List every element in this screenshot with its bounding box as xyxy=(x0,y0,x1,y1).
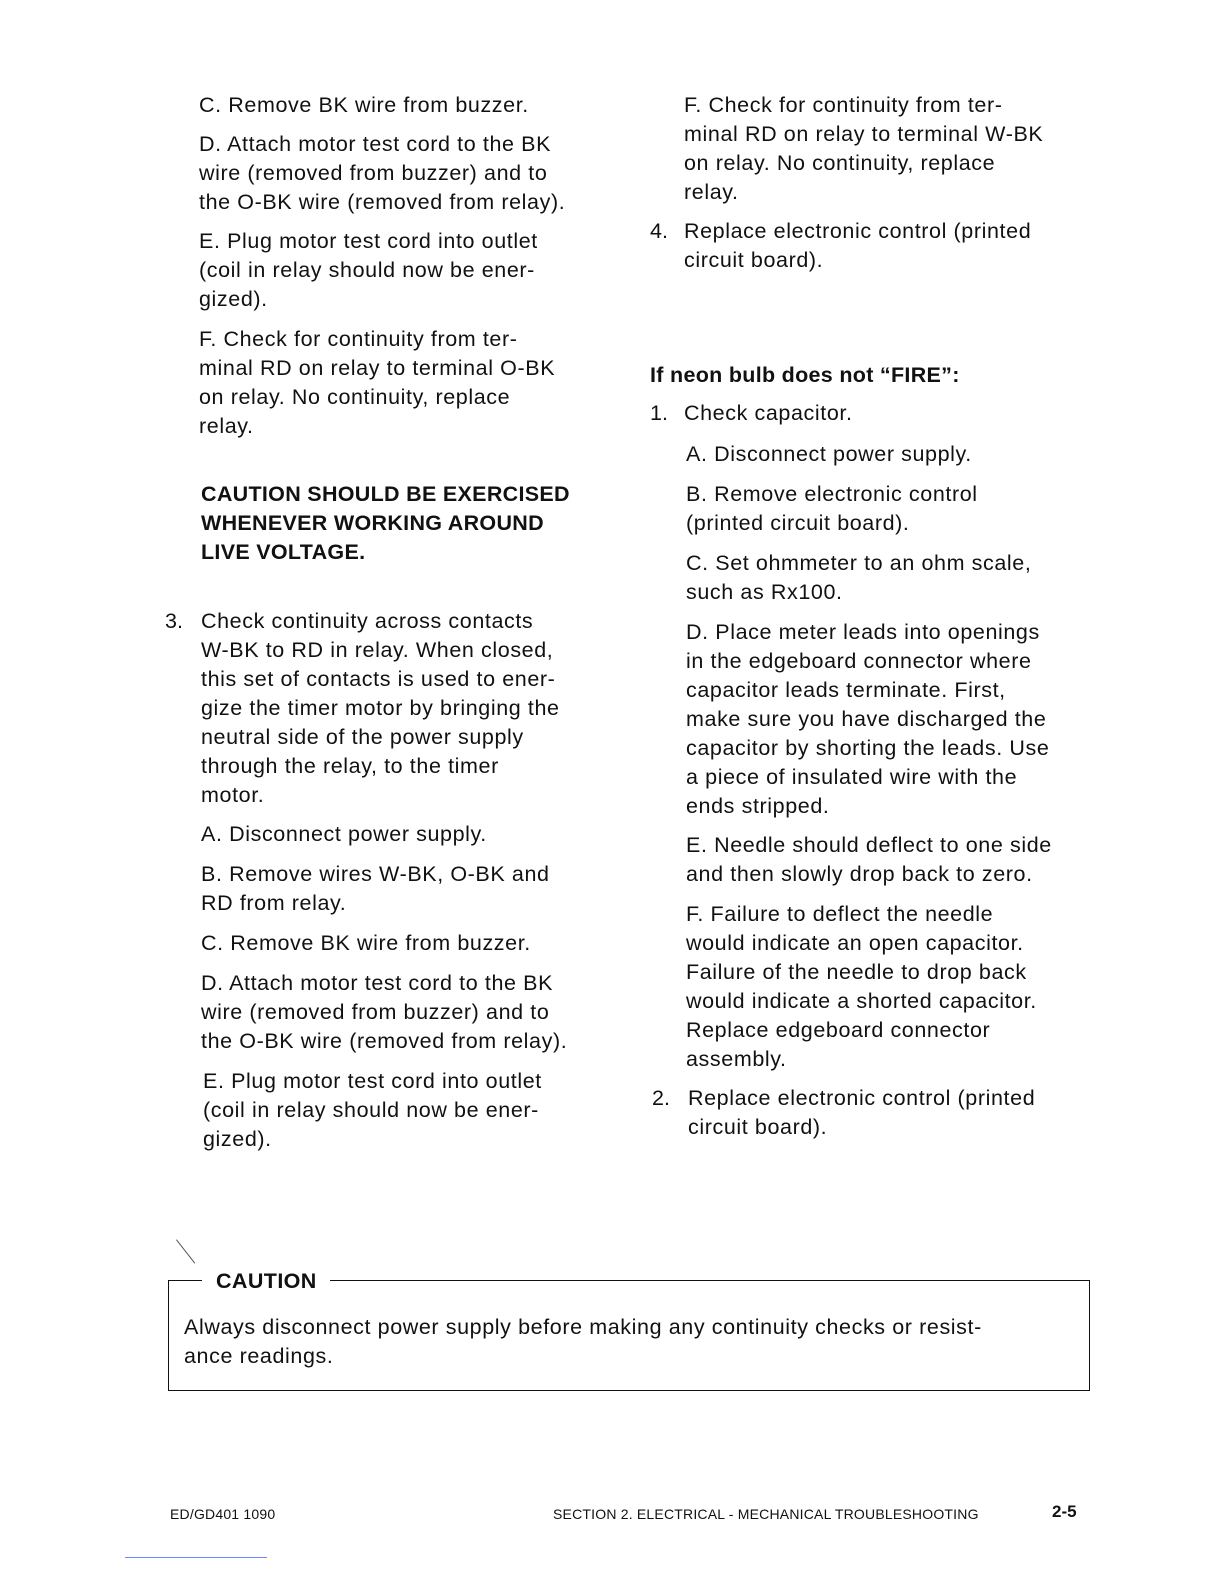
item-1-text: Check capacitor. xyxy=(684,401,853,425)
item-3-number: 3. xyxy=(165,609,183,633)
item-2-number: 2. xyxy=(652,1086,670,1110)
item-3-step-b: B. Remove wires W-BK, O-BK and RD from relay. xyxy=(201,862,550,915)
right-step-f-check-continuity: F. Check for continuity from ter- minal RD on relay to terminal W-BK on relay. No continuity, replace relay. xyxy=(684,93,1044,204)
item-1-step-c: C. Set ohmmeter to an ohm scale, such as Rx100. xyxy=(686,551,1032,604)
caution-live-voltage: CAUTION SHOULD BE EXERCISED WHENEVER WORKING AROUND LIVE VOLTAGE. xyxy=(201,482,570,564)
caution-box-top-rule-left xyxy=(168,1280,202,1281)
item-1-step-b: B. Remove electronic control (printed circuit board). xyxy=(686,482,978,535)
item-1-step-f: F. Failure to deflect the needle would indicate an open capacitor. Failure of the needle to drop back would indicate a shorted capacitor. Replace edgeboard connector assembly. xyxy=(686,902,1037,1071)
item-2-text: Replace electronic control (printed circuit board). xyxy=(688,1086,1036,1139)
left-step-e-plug-cord: E. Plug motor test cord into outlet (coil in relay should now be ener- gized). xyxy=(199,229,538,311)
item-1-number: 1. xyxy=(650,401,668,425)
scan-artifact-mark xyxy=(176,1239,195,1263)
item-3-step-d: D. Attach motor test cord to the BK wire (removed from buzzer) and to the O-BK wire (removed from relay). xyxy=(201,971,568,1053)
footer-page-number: 2-5 xyxy=(1052,1502,1077,1521)
scan-edge-line xyxy=(125,1557,267,1558)
caution-box-title: CAUTION xyxy=(216,1269,317,1293)
item-1-step-a: A. Disconnect power supply. xyxy=(686,442,972,466)
footer-doc-code: ED/GD401 1090 xyxy=(170,1506,276,1522)
item-3-text: Check continuity across contacts W-BK to RD in relay. When closed, this set of contacts is used to ener- gize the timer motor by bringing the neutral side of the power supply through the relay, to the timer motor. xyxy=(201,609,560,807)
item-4-text: Replace electronic control (printed circuit board). xyxy=(684,219,1032,272)
item-3-step-c: C. Remove BK wire from buzzer. xyxy=(201,931,531,955)
item-3-step-a: A. Disconnect power supply. xyxy=(201,822,487,846)
footer-section-title: SECTION 2. ELECTRICAL - MECHANICAL TROUBLESHOOTING xyxy=(553,1506,979,1522)
item-4-number: 4. xyxy=(650,219,668,243)
item-1-step-e: E. Needle should deflect to one side and then slowly drop back to zero. xyxy=(686,833,1052,886)
left-step-d-attach-cord: D. Attach motor test cord to the BK wire (removed from buzzer) and to the O-BK wire (removed from relay). xyxy=(199,132,566,214)
caution-box-top-rule-right xyxy=(330,1280,1090,1281)
item-1-step-d: D. Place meter leads into openings in the edgeboard connector where capacitor leads terminate. First, make sure you have discharged the capacitor by shorting the leads. Use a piece of insulated wire with the ends stripped. xyxy=(686,620,1050,818)
caution-box-text: Always disconnect power supply before making any continuity checks or resist- ance readings. xyxy=(184,1315,982,1368)
left-step-f-check-continuity: F. Check for continuity from ter- minal RD on relay to terminal O-BK on relay. No continuity, replace relay. xyxy=(199,327,556,438)
left-step-c-remove-bk: C. Remove BK wire from buzzer. xyxy=(199,93,529,117)
item-3-step-e: E. Plug motor test cord into outlet (coil in relay should now be ener- gized). xyxy=(203,1069,542,1151)
neon-bulb-heading: If neon bulb does not “FIRE”: xyxy=(650,363,960,387)
